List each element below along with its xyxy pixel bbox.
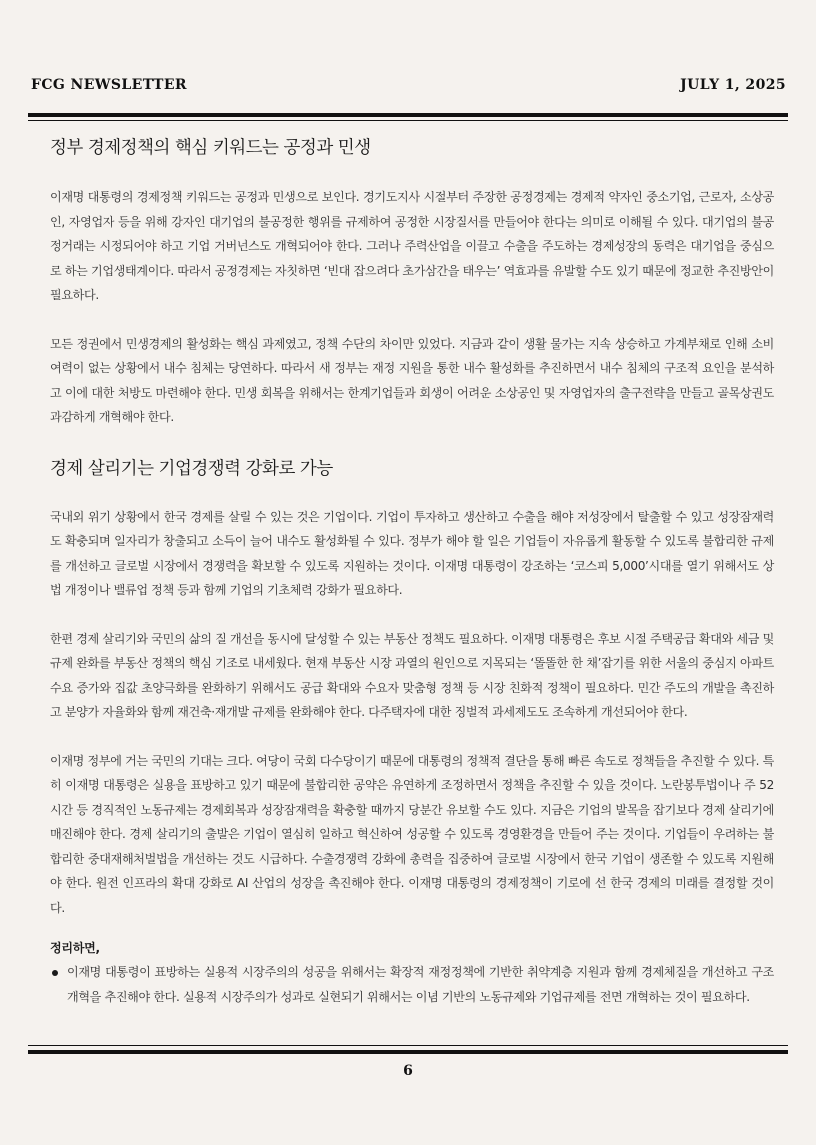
issue-date: JULY 1, 2025 — [680, 77, 786, 93]
footer-rule-thick — [28, 1050, 788, 1054]
paragraph: 모든 정권에서 민생경제의 활성화는 핵심 과제였고, 정책 수단의 차이만 있었다. 지금과 같이 생활 물가는 지속 상승하고 가계부채로 인해 소비 여력이 없는 상황에서 내수 침체는 당연하다. 따라서 새 정부는 재정 지원을 통한 내수 활성화를 추진하면서 내수 침체의 구조적 요인을 분석하고 이에 대한 처방도 마련해야 한다. 민생 회복을 위해서는 한계기업들과 회생이 어려운 소상공인 및 자영업자의 출구전략을 만들고 골목상권도 과감하게 개혁해야 한다. — [50, 336, 774, 424]
page-number: 6 — [403, 1063, 413, 1079]
header-rule-thick — [28, 113, 788, 117]
paragraph: 국내외 위기 상황에서 한국 경제를 살릴 수 있는 것은 기업이다. 기업이 투자하고 생산하고 수출을 해야 저성장에서 탈출할 수 있고 성장잠재력도 확충되며 일자리가 창출되고 소득이 늘어 내수도 활성화될 수 있다. 정부가 해야 할 일은 기업들이 자유롭게 활동할 수 있도록 불합리한 규제를 개선하고 글로벌 시장에서 경쟁력을 확보할 수 있도록 지원하는 것이다. 이재명 대통령이 강조하는 ‘코스피 5,000’시대를 열기 위해서도 상법 개정이나 밸류업 정책 등과 함께 기업의 기초체력 강화가 필요하다. — [50, 509, 774, 597]
summary-item — [50, 960, 774, 1009]
paragraph: 이재명 대통령의 경제정책 키워드는 공정과 민생으로 보인다. 경기도지사 시절부터 주장한 공정경제는 경제적 약자인 중소기업, 근로자, 소상공인, 자영업자 등을 위해 강자인 대기업의 불공정한 행위를 규제하여 공정한 시장질서를 만들어야 한다는 의미로 이해될 수 있다. 대기업의 불공정거래는 시정되어야 하고 기업 거버넌스도 개혁되어야 한다. 그러나 주력산업을 이끌고 수출을 주도하는 경제성장의 동력은 대기업을 중심으로 하는 기업생태계이다. 따라서 공정경제는 자칫하면 ‘빈대 잡으려다 초가삼간을 태우는’ 역효과를 유발할 수도 있기 때문에 정교한 추진방안이 필요하다. — [50, 190, 774, 302]
summary-item-text: 이재명 대통령이 표방하는 실용적 시장주의의 성공을 위해서는 확장적 재정정책에 기반한 취약계층 지원과 함께 경제체질을 개선하고 구조개혁을 추진해야 한다. 실용적 시장주의가 성과로 실현되기 위해서는 이념 기반의 노동규제와 기업규제를 전면 개혁하는 것이 필요하다. — [67, 965, 774, 1004]
article-body — [50, 133, 774, 1009]
paragraph: 한편 경제 살리기와 국민의 삶의 질 개선을 동시에 달성할 수 있는 부동산 정책도 필요하다. 이재명 대통령은 후보 시절 주택공급 확대와 세금 및 규제 완화를 부동산 정책의 핵심 기조로 내세웠다. 현재 부동산 시장 과열의 원인으로 지목되는 ‘똘똘한 한 채’잡기를 위한 서울의 중심지 아파트 수요 증가와 집값 초양극화를 완화하기 위해서도 공급 확대와 수요자 맞춤형 정책 등 시장 친화적 정책이 필요하다. 민간 주도의 개발을 촉진하고 분양가 자율화와 함께 재건축·재개발 규제를 완화해야 한다. 다주택자에 대한 징벌적 과세제도도 조속하게 개선되어야 한다. — [50, 631, 774, 719]
footer-rule-thin — [28, 1045, 788, 1046]
summary-list — [50, 960, 774, 1009]
newsletter-brand: FCG NEWSLETTER — [31, 77, 187, 93]
section-heading-2: 경제 살리기는 기업경쟁력 강화로 가능 — [50, 458, 333, 479]
bullet-icon — [52, 970, 58, 976]
newsletter-header — [31, 77, 786, 99]
paragraph: 이재명 정부에 거는 국민의 기대는 크다. 여당이 국회 다수당이기 때문에 대통령의 정책적 결단을 통해 빠른 속도로 정책들을 추진할 수 있다. 특히 이재명 대통령은 실용을 표방하고 있기 때문에 불합리한 공약은 유연하게 조정하면서 정책을 추진할 수 있을 것이다. 노란봉투법이나 주 52시간 등 경직적인 노동규제는 경제회복과 성장잠재력을 확충할 때까지 당분간 유보할 수도 있다. 지금은 기업의 발목을 잡기보다 경제 살리기에 매진해야 한다. 경제 살리기의 출발은 기업이 열심히 일하고 혁신하여 성공할 수 있도록 경영환경을 만들어 주는 것이다. 기업들이 우려하는 불합리한 중대재해처벌법을 개선하는 것도 시급하다. 수출경쟁력 강화에 총력을 집중하여 글로벌 시장에서 한국 기업이 생존할 수 있도록 지원해야 한다. 원전 인프라의 확대 강화로 AI 산업의 성장을 촉진해야 한다. 이재명 대통령의 경제정책이 기로에 선 한국 경제의 미래를 결정할 것이다. — [50, 753, 774, 915]
summary-title: 정리하면, — [50, 941, 100, 955]
section-heading-1: 정부 경제정책의 핵심 키워드는 공정과 민생 — [50, 138, 371, 158]
header-rule-thin — [28, 120, 788, 121]
